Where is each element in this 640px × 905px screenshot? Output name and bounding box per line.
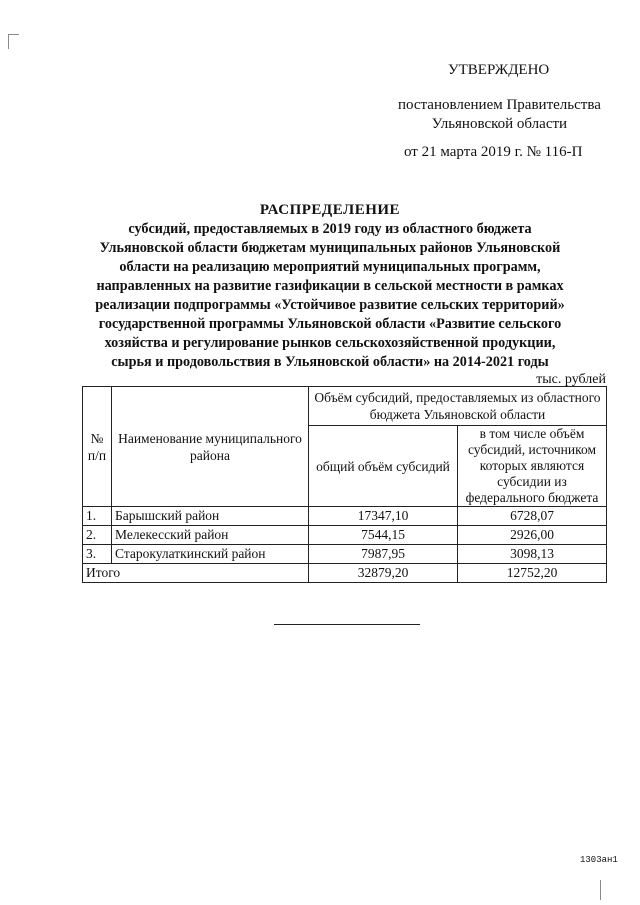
table-row — [83, 507, 607, 526]
header-name: Наименование муниципального района — [112, 387, 309, 507]
header-total: общий объём субсидий — [309, 426, 458, 507]
title-line: сырья и продовольствия в Ульяновской области» на 2014-2021 годы — [111, 354, 549, 370]
header-row — [83, 387, 607, 426]
row-federal: 2926,00 — [458, 526, 607, 545]
table-row — [83, 545, 607, 564]
row-name: Старокулаткинский район — [112, 545, 309, 564]
summary-row — [83, 564, 607, 583]
subsidy-table — [82, 386, 607, 583]
summary-label: Итого — [83, 564, 309, 583]
header-volume: Объём субсидий, предоставляемых из областного бюджета Ульяновской области — [309, 387, 607, 426]
title-line: области на реализацию мероприятий муниципальных программ, — [119, 259, 541, 275]
table-row — [83, 526, 607, 545]
row-federal: 3098,13 — [458, 545, 607, 564]
row-total: 7544,15 — [309, 526, 458, 545]
corner-mark-top-left — [8, 34, 19, 49]
row-name: Мелекесский район — [112, 526, 309, 545]
decree-date: от 21 марта 2019 г. № 116-П — [404, 144, 583, 160]
approved-heading: УТВЕРЖДЕНО — [448, 62, 550, 78]
row-total: 17347,10 — [309, 507, 458, 526]
row-num: 3. — [83, 545, 112, 564]
title-line: хозяйства и регулирование рынков сельскохозяйственной продукции, — [104, 335, 556, 351]
title-line: государственной программы Ульяновской области «Развитие сельского — [98, 316, 562, 332]
row-total: 7987,95 — [309, 545, 458, 564]
title-line: субсидий, предоставляемых в 2019 году из областного бюджета — [128, 221, 532, 237]
title-line: направленных на развитие газификации в сельской местности в рамках — [96, 278, 564, 294]
document-title — [60, 200, 600, 372]
summary-federal: 12752,20 — [458, 564, 607, 583]
decree-line-2: Ульяновской области — [431, 116, 568, 132]
row-num: 2. — [83, 526, 112, 545]
row-federal: 6728,07 — [458, 507, 607, 526]
decree-line-1: постановлением Правительства — [398, 97, 601, 113]
decree-reference — [398, 96, 601, 134]
title-main: РАСПРЕДЕЛЕНИЕ — [259, 202, 401, 218]
document-stamp: 1303ан1 — [580, 855, 618, 865]
unit-label: тыс. рублей — [536, 372, 606, 387]
header-num: № п/п — [83, 387, 112, 507]
header-federal: в том числе объём субсидий, источником которых являются субсидии из федерального бюджета — [458, 426, 607, 507]
title-line: Ульяновской области бюджетам муниципальных районов Ульяновской — [99, 240, 561, 256]
row-num: 1. — [83, 507, 112, 526]
closing-divider — [274, 624, 420, 625]
summary-total: 32879,20 — [309, 564, 458, 583]
title-line: реализации подпрограммы «Устойчивое развитие сельских территорий» — [95, 297, 565, 313]
row-name: Барышский район — [112, 507, 309, 526]
corner-mark-bottom-right — [600, 880, 602, 900]
